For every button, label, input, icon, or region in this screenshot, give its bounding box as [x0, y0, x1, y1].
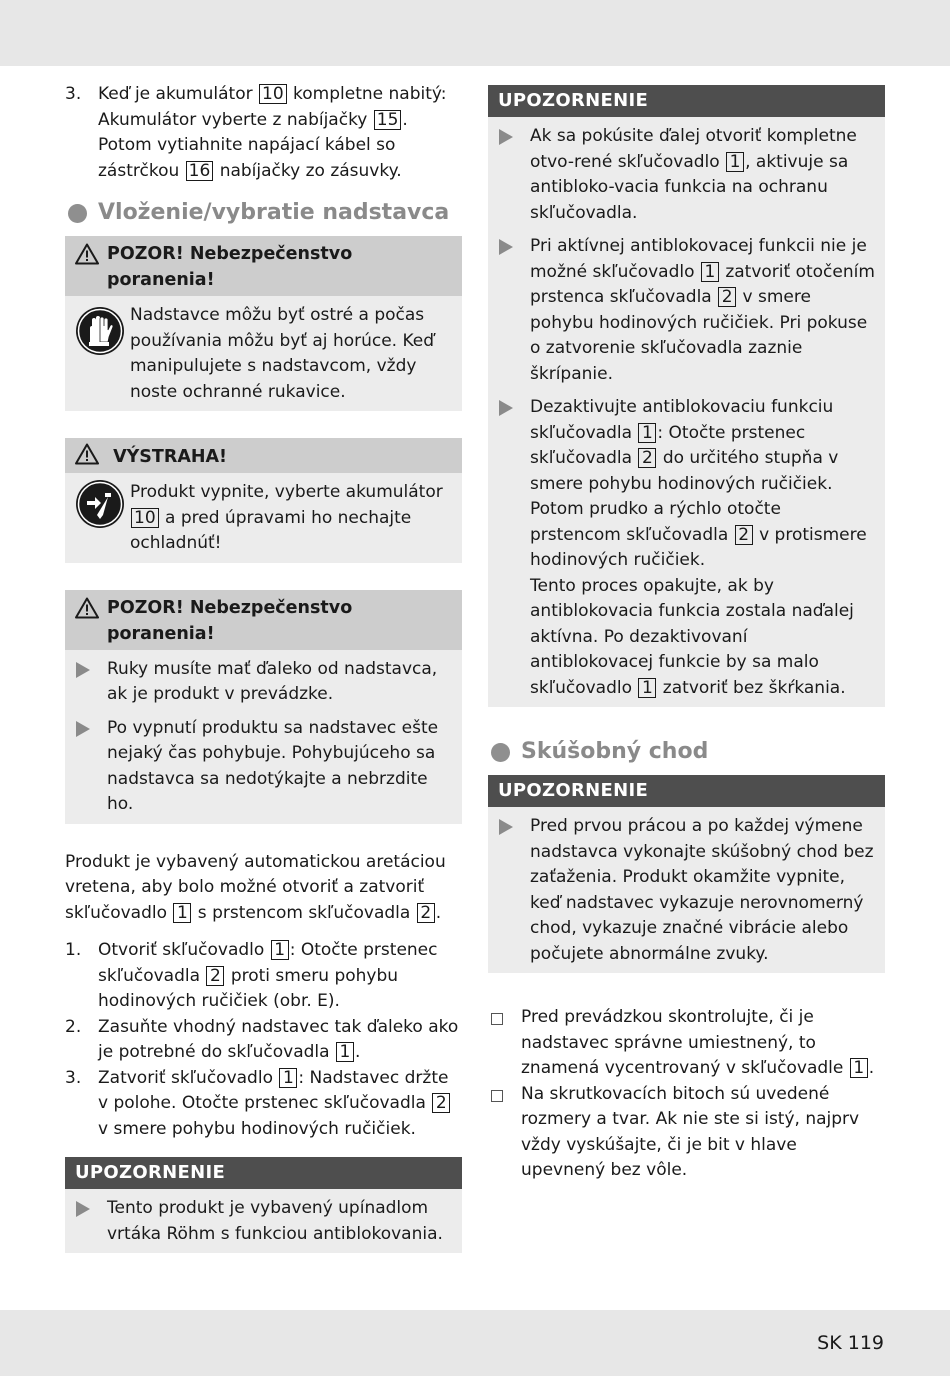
list-item-text: , aktivuje sa antibloko-vacia funkcia na ochranu skľučovadla.	[530, 151, 849, 223]
part-ref: 1	[279, 1068, 297, 1088]
notice-box-body	[488, 117, 885, 707]
list-item	[498, 395, 875, 701]
list-item	[75, 657, 452, 708]
step-text: kompletne nabitý: Akumulátor vyberte z nabíjačky	[98, 84, 447, 130]
checkbox-square-icon	[491, 1090, 503, 1102]
list-item-text: : Otočte prstenec skľučovadla	[530, 422, 806, 468]
unplug-icon	[75, 479, 125, 529]
notice-box	[488, 775, 885, 973]
notice-box-header: UPOZORNENIE	[488, 775, 885, 807]
bullet-dot-icon	[68, 204, 87, 223]
notice-box-body	[65, 1189, 462, 1253]
section-heading	[488, 737, 885, 767]
checklist-text: .	[868, 1058, 875, 1078]
paragraph-text: Produkt je vybavený automatickou aretáciou vretena, aby bolo možné otvoriť a zatvoriť skľučovadlo	[65, 851, 446, 923]
caution-box-body	[65, 650, 462, 824]
arrow-bullet-icon	[75, 721, 91, 737]
part-ref: 1	[701, 262, 719, 282]
notice-list	[498, 124, 875, 701]
box-title: POZOR! Nebezpečenstvo poranenia!	[107, 244, 353, 290]
list-item-text: zatvoriť bez škŕkania.	[657, 677, 846, 698]
list-item	[75, 1196, 452, 1247]
step-number: 2.	[65, 1016, 82, 1037]
part-ref: 1	[173, 903, 191, 923]
step-text: Zasuňte vhodný nadstavec tak ďaleko ako je potrebné do skľučovadla	[98, 1016, 459, 1062]
step-number: 3.	[65, 84, 82, 104]
left-column	[65, 82, 462, 1253]
part-ref: 1	[336, 1042, 354, 1062]
notice-box-header: UPOZORNENIE	[488, 85, 885, 117]
caution-box-header	[65, 590, 462, 650]
section-title: Skúšobný chod	[521, 739, 709, 764]
box-text	[130, 480, 452, 557]
step-text: proti smeru pohybu hodinových ručičiek (obr. E).	[98, 965, 399, 1011]
list-item-text: v protismere hodinových ručičiek.	[530, 524, 867, 570]
top-margin-band	[0, 0, 950, 66]
list-item-text: Tento proces opakujte, ak by antiblokovacia funkcia zostala naďalej aktívna. Po dezaktivovaní antiblokovacej funkcie by sa malo skľučovadlo	[530, 575, 854, 698]
checklist	[488, 1005, 885, 1184]
list-item	[498, 124, 875, 226]
list-item-text: v smere pohybu hodinových ručičiek. Pri pokuse o zatvorenie skľučovadla zaznie škrípanie.	[530, 287, 868, 384]
notice-box	[488, 85, 885, 707]
step-item	[65, 82, 462, 184]
arrow-bullet-icon	[498, 129, 514, 145]
step-text: .	[354, 1042, 361, 1062]
box-title: VÝSTRAHA!	[113, 447, 228, 467]
bottom-margin-band	[0, 1310, 950, 1376]
bullet-dot-icon	[491, 743, 510, 762]
list-item-text: Tento produkt je vybavený upínadlom vrtáka Röhm s funkciou antiblokovania.	[107, 1198, 443, 1244]
caution-list	[75, 657, 452, 818]
step-item	[65, 938, 462, 1015]
notice-list	[75, 1196, 452, 1247]
list-item-text: Po vypnutí produktu sa nadstavec ešte nejaký čas pohybuje. Pohybujúceho sa nadstavca sa nedotýkajte a nebrzdite ho.	[107, 717, 439, 814]
step-text: . Potom vytiahnite napájací kábel so zástrčkou	[98, 109, 408, 181]
caution-box	[65, 590, 462, 824]
part-ref: 2	[735, 525, 753, 545]
box-text-part: a pred úpravami ho nechajte ochladnúť!	[130, 507, 412, 553]
notice-list	[498, 814, 875, 967]
list-item-text: Pri aktívnej antiblokovacej funkcii nie je možné skľučovadlo	[530, 236, 867, 282]
part-ref: 16	[186, 161, 214, 181]
step-number: 3.	[65, 1067, 82, 1088]
arrow-bullet-icon	[498, 400, 514, 416]
paragraph-text: s prstencom skľučovadla	[192, 902, 416, 923]
checklist-item	[488, 1082, 885, 1184]
part-ref: 15	[374, 110, 402, 130]
part-ref: 10	[131, 508, 159, 528]
list-item-text: do určitého stupňa v smere pohybu hodinových ručičiek. Potom prudko a rýchlo otočte prstencom skľučovadla	[530, 448, 839, 545]
step-item	[65, 1015, 462, 1066]
warning-triangle-icon	[75, 597, 99, 619]
part-ref: 2	[638, 448, 656, 468]
arrow-bullet-icon	[498, 819, 514, 835]
arrow-bullet-icon	[75, 662, 91, 678]
part-ref: 1	[850, 1058, 868, 1078]
page-number: SK 119	[817, 1332, 884, 1354]
part-ref: 1	[638, 678, 656, 698]
warning-triangle-icon	[75, 243, 99, 265]
box-title: POZOR! Nebezpečenstvo poranenia!	[107, 597, 353, 644]
step-number: 1.	[65, 940, 82, 960]
body-paragraph	[65, 850, 462, 927]
step-text: v smere pohybu hodinových ručičiek.	[98, 1118, 416, 1139]
part-ref: 1	[271, 940, 289, 960]
checkbox-square-icon	[491, 1013, 503, 1025]
list-item-text: Ruky musíte mať ďaleko od nadstavca, ak je produkt v prevádzke.	[107, 658, 438, 704]
notice-box-body	[488, 807, 885, 973]
part-ref: 2	[417, 903, 435, 923]
list-item-text: Pred prvou prácou a po každej výmene nadstavca vykonajte skúšobný chod bez zaťaženia. Produkt okamžite vypnite, keď nadstavec vykazuje nerovnomerný chod, vykazuje značné vibrácie alebo počujete abnormálne zvuky.	[530, 816, 874, 964]
step-text: : Otočte prstenec skľučovadla	[98, 940, 438, 986]
warning-box	[65, 438, 462, 563]
warning-triangle-icon	[75, 443, 99, 465]
part-ref: 1	[726, 152, 744, 172]
arrow-bullet-icon	[75, 1201, 91, 1217]
warning-box-header	[65, 438, 462, 473]
notice-box-header: UPOZORNENIE	[65, 1157, 462, 1189]
step-text: Keď je akumulátor	[98, 84, 258, 104]
step-text: Otvoriť skľučovadlo	[98, 940, 270, 960]
part-ref: 2	[206, 966, 224, 986]
step-text: : Nadstavec držte v polohe. Otočte prstenec skľučovadla	[98, 1067, 449, 1113]
section-heading	[65, 198, 462, 228]
step-item	[65, 1066, 462, 1143]
part-ref: 10	[259, 84, 287, 104]
part-ref: 1	[638, 423, 656, 443]
list-item	[498, 814, 875, 967]
right-column	[488, 85, 885, 1184]
section-title: Vloženie/vybratie nadstavca	[98, 200, 450, 225]
list-item-text: zatvoriť otočením prstenca skľučovadla	[530, 261, 875, 307]
list-item	[75, 716, 452, 818]
chuck-steps	[65, 938, 462, 1142]
notice-box	[65, 1157, 462, 1253]
checklist-item	[488, 1005, 885, 1082]
arrow-bullet-icon	[498, 239, 514, 255]
list-item-text: Ak sa pokúsite ďalej otvoriť kompletne otvo-rené skľučovadlo	[530, 126, 857, 172]
caution-box-header	[65, 236, 462, 296]
caution-box	[65, 236, 462, 411]
caution-box-body	[65, 296, 462, 411]
list-item	[498, 234, 875, 387]
part-ref: 2	[718, 287, 736, 307]
charging-steps	[65, 82, 462, 184]
step-text: nabíjačky zo zásuvky.	[214, 160, 402, 181]
part-ref: 2	[432, 1093, 450, 1113]
box-text-part: Produkt vypnite, vyberte akumulátor	[130, 482, 443, 502]
gloves-icon	[75, 306, 125, 356]
checklist-text: Pred prevádzkou skontrolujte, či je nadstavec správne umiestnený, to znamená vycentrovaný v skľučovadle	[521, 1007, 849, 1078]
box-text: Nadstavce môžu byť ostré a počas používania môžu byť aj horúce. Keď manipulujete s nadstavcom, vždy noste ochranné rukavice.	[130, 305, 435, 402]
warning-box-body	[65, 473, 462, 563]
list-item-text: Dezaktivujte antiblokovaciu funkciu skľučovadla	[530, 397, 834, 443]
step-text: Zatvoriť skľučovadlo	[98, 1067, 279, 1088]
checklist-text: Na skrutkovacích bitoch sú uvedené rozmery a tvar. Ak nie ste si istý, najprv vždy vyskúšajte, či je bit v hlave upevnený bez vôle.	[521, 1083, 860, 1180]
paragraph-text: .	[435, 902, 442, 923]
